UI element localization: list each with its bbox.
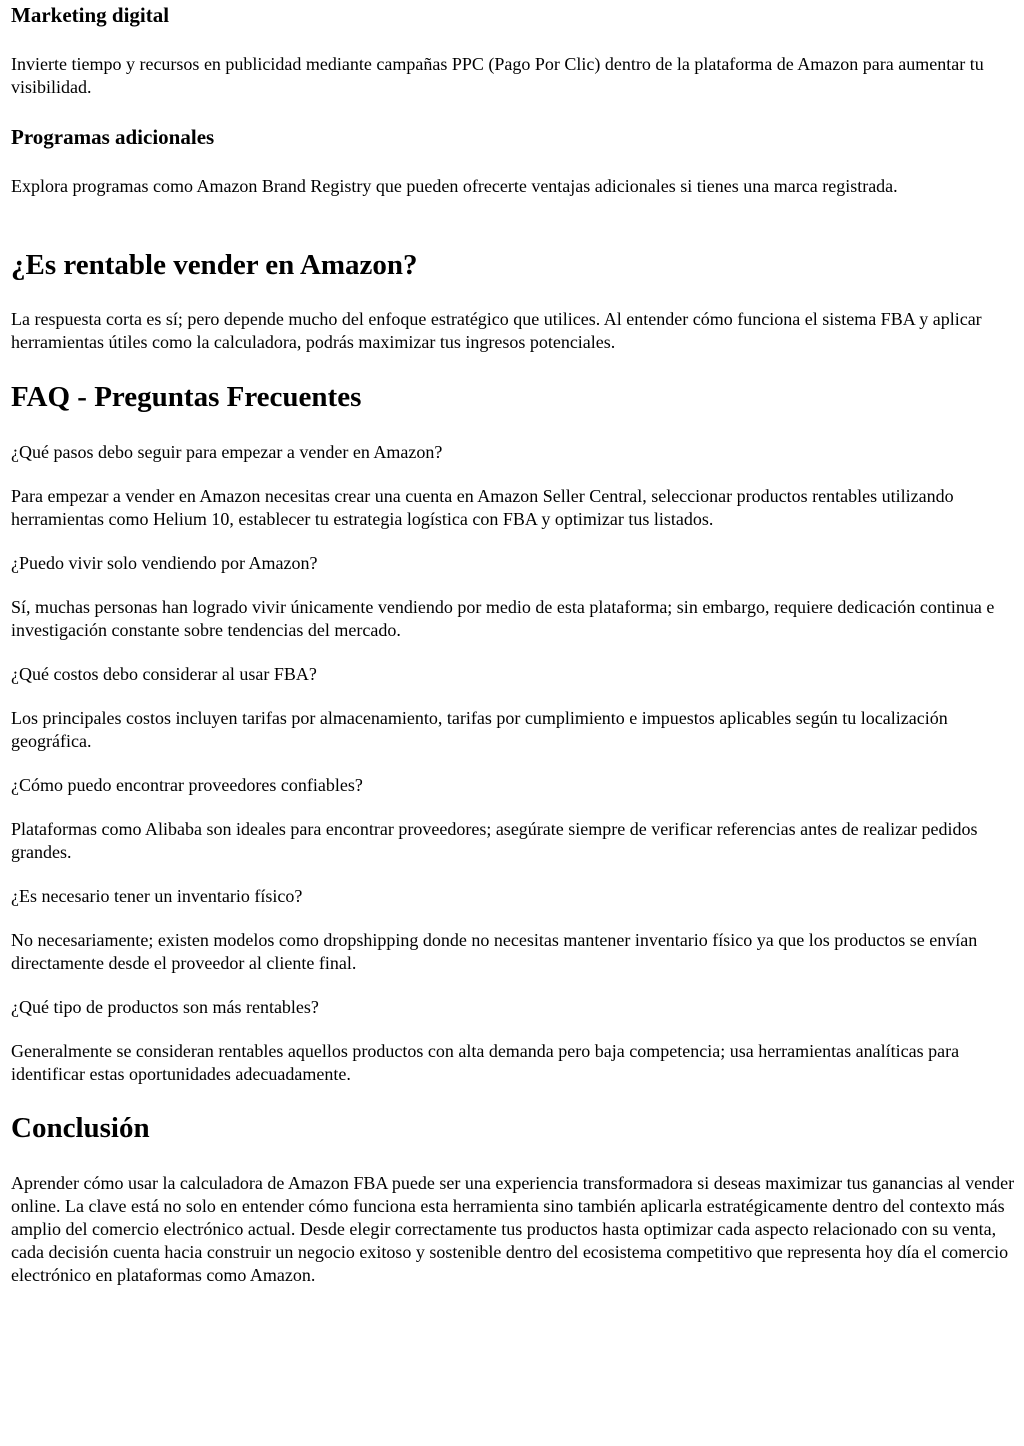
paragraph-conclusion: Aprender cómo usar la calculadora de Amazon FBA puede ser una experiencia transformadora si deseas maximizar tus ganancias al vender online. La clave está no solo en entender cómo funciona esta herramienta sino también aplicarla estratégicamente dentro del contexto más amplio del comercio electrónico actual. Desde elegir correctamente tus productos hasta optimizar cada aspecto relacionado con su venta, cada decisión cuenta hacia construir un negocio exitoso y sostenible dentro del ecosistema competitivo que representa hoy día el comercio electrónico en plataformas como Amazon. <box>11 1173 1015 1285</box>
paragraph-es-rentable: La respuesta corta es sí; pero depende mucho del enfoque estratégico que utilices. Al entender cómo funciona el sistema FBA y aplicar herramientas útiles como la calculadora, podrás maximizar tus ingresos potenciales. <box>11 309 982 352</box>
faq-question: ¿Qué costos debo considerar al usar FBA? <box>11 664 317 684</box>
heading-conclusion: Conclusión <box>11 1112 150 1144</box>
faq-answer: Para empezar a vender en Amazon necesitas crear una cuenta en Amazon Seller Central, seleccionar productos rentables utilizando herramientas como Helium 10, establecer tu estrategia logística con FBA y optimizar tus listados. <box>11 486 954 529</box>
heading-faq: FAQ - Preguntas Frecuentes <box>11 381 362 413</box>
faq-question: ¿Puedo vivir solo vendiendo por Amazon? <box>11 553 318 573</box>
faq-answer: Generalmente se consideran rentables aquellos productos con alta demanda pero baja competencia; usa herramientas analíticas para identificar estas oportunidades adecuadamente. <box>11 1041 960 1084</box>
faq-answer: Los principales costos incluyen tarifas por almacenamiento, tarifas por cumplimiento e impuestos aplicables según tu localización geográfica. <box>11 708 948 751</box>
paragraph-marketing-digital: Invierte tiempo y recursos en publicidad mediante campañas PPC (Pago Por Clic) dentro de la plataforma de Amazon para aumentar tu visibilidad. <box>11 54 984 97</box>
faq-answer: Plataformas como Alibaba son ideales para encontrar proveedores; asegúrate siempre de verificar referencias antes de realizar pedidos grandes. <box>11 819 978 862</box>
faq-question: ¿Es necesario tener un inventario físico? <box>11 886 303 906</box>
faq-question: ¿Qué pasos debo seguir para empezar a vender en Amazon? <box>11 442 443 462</box>
heading-es-rentable: ¿Es rentable vender en Amazon? <box>11 249 418 281</box>
faq-question: ¿Qué tipo de productos son más rentables? <box>11 997 319 1017</box>
paragraph-programas-adicionales: Explora programas como Amazon Brand Registry que pueden ofrecerte ventajas adicionales si tienes una marca registrada. <box>11 176 898 196</box>
heading-programas-adicionales: Programas adicionales <box>11 125 215 149</box>
faq-question: ¿Cómo puedo encontrar proveedores confiables? <box>11 775 363 795</box>
faq-answer: Sí, muchas personas han logrado vivir únicamente vendiendo por medio de esta plataforma; sin embargo, requiere dedicación continua e investigación constante sobre tendencias del mercado. <box>11 597 995 640</box>
heading-marketing-digital: Marketing digital <box>11 3 170 27</box>
faq-answer: No necesariamente; existen modelos como dropshipping donde no necesitas mantener inventario físico ya que los productos se envían directamente desde el proveedor al cliente final. <box>11 930 978 973</box>
